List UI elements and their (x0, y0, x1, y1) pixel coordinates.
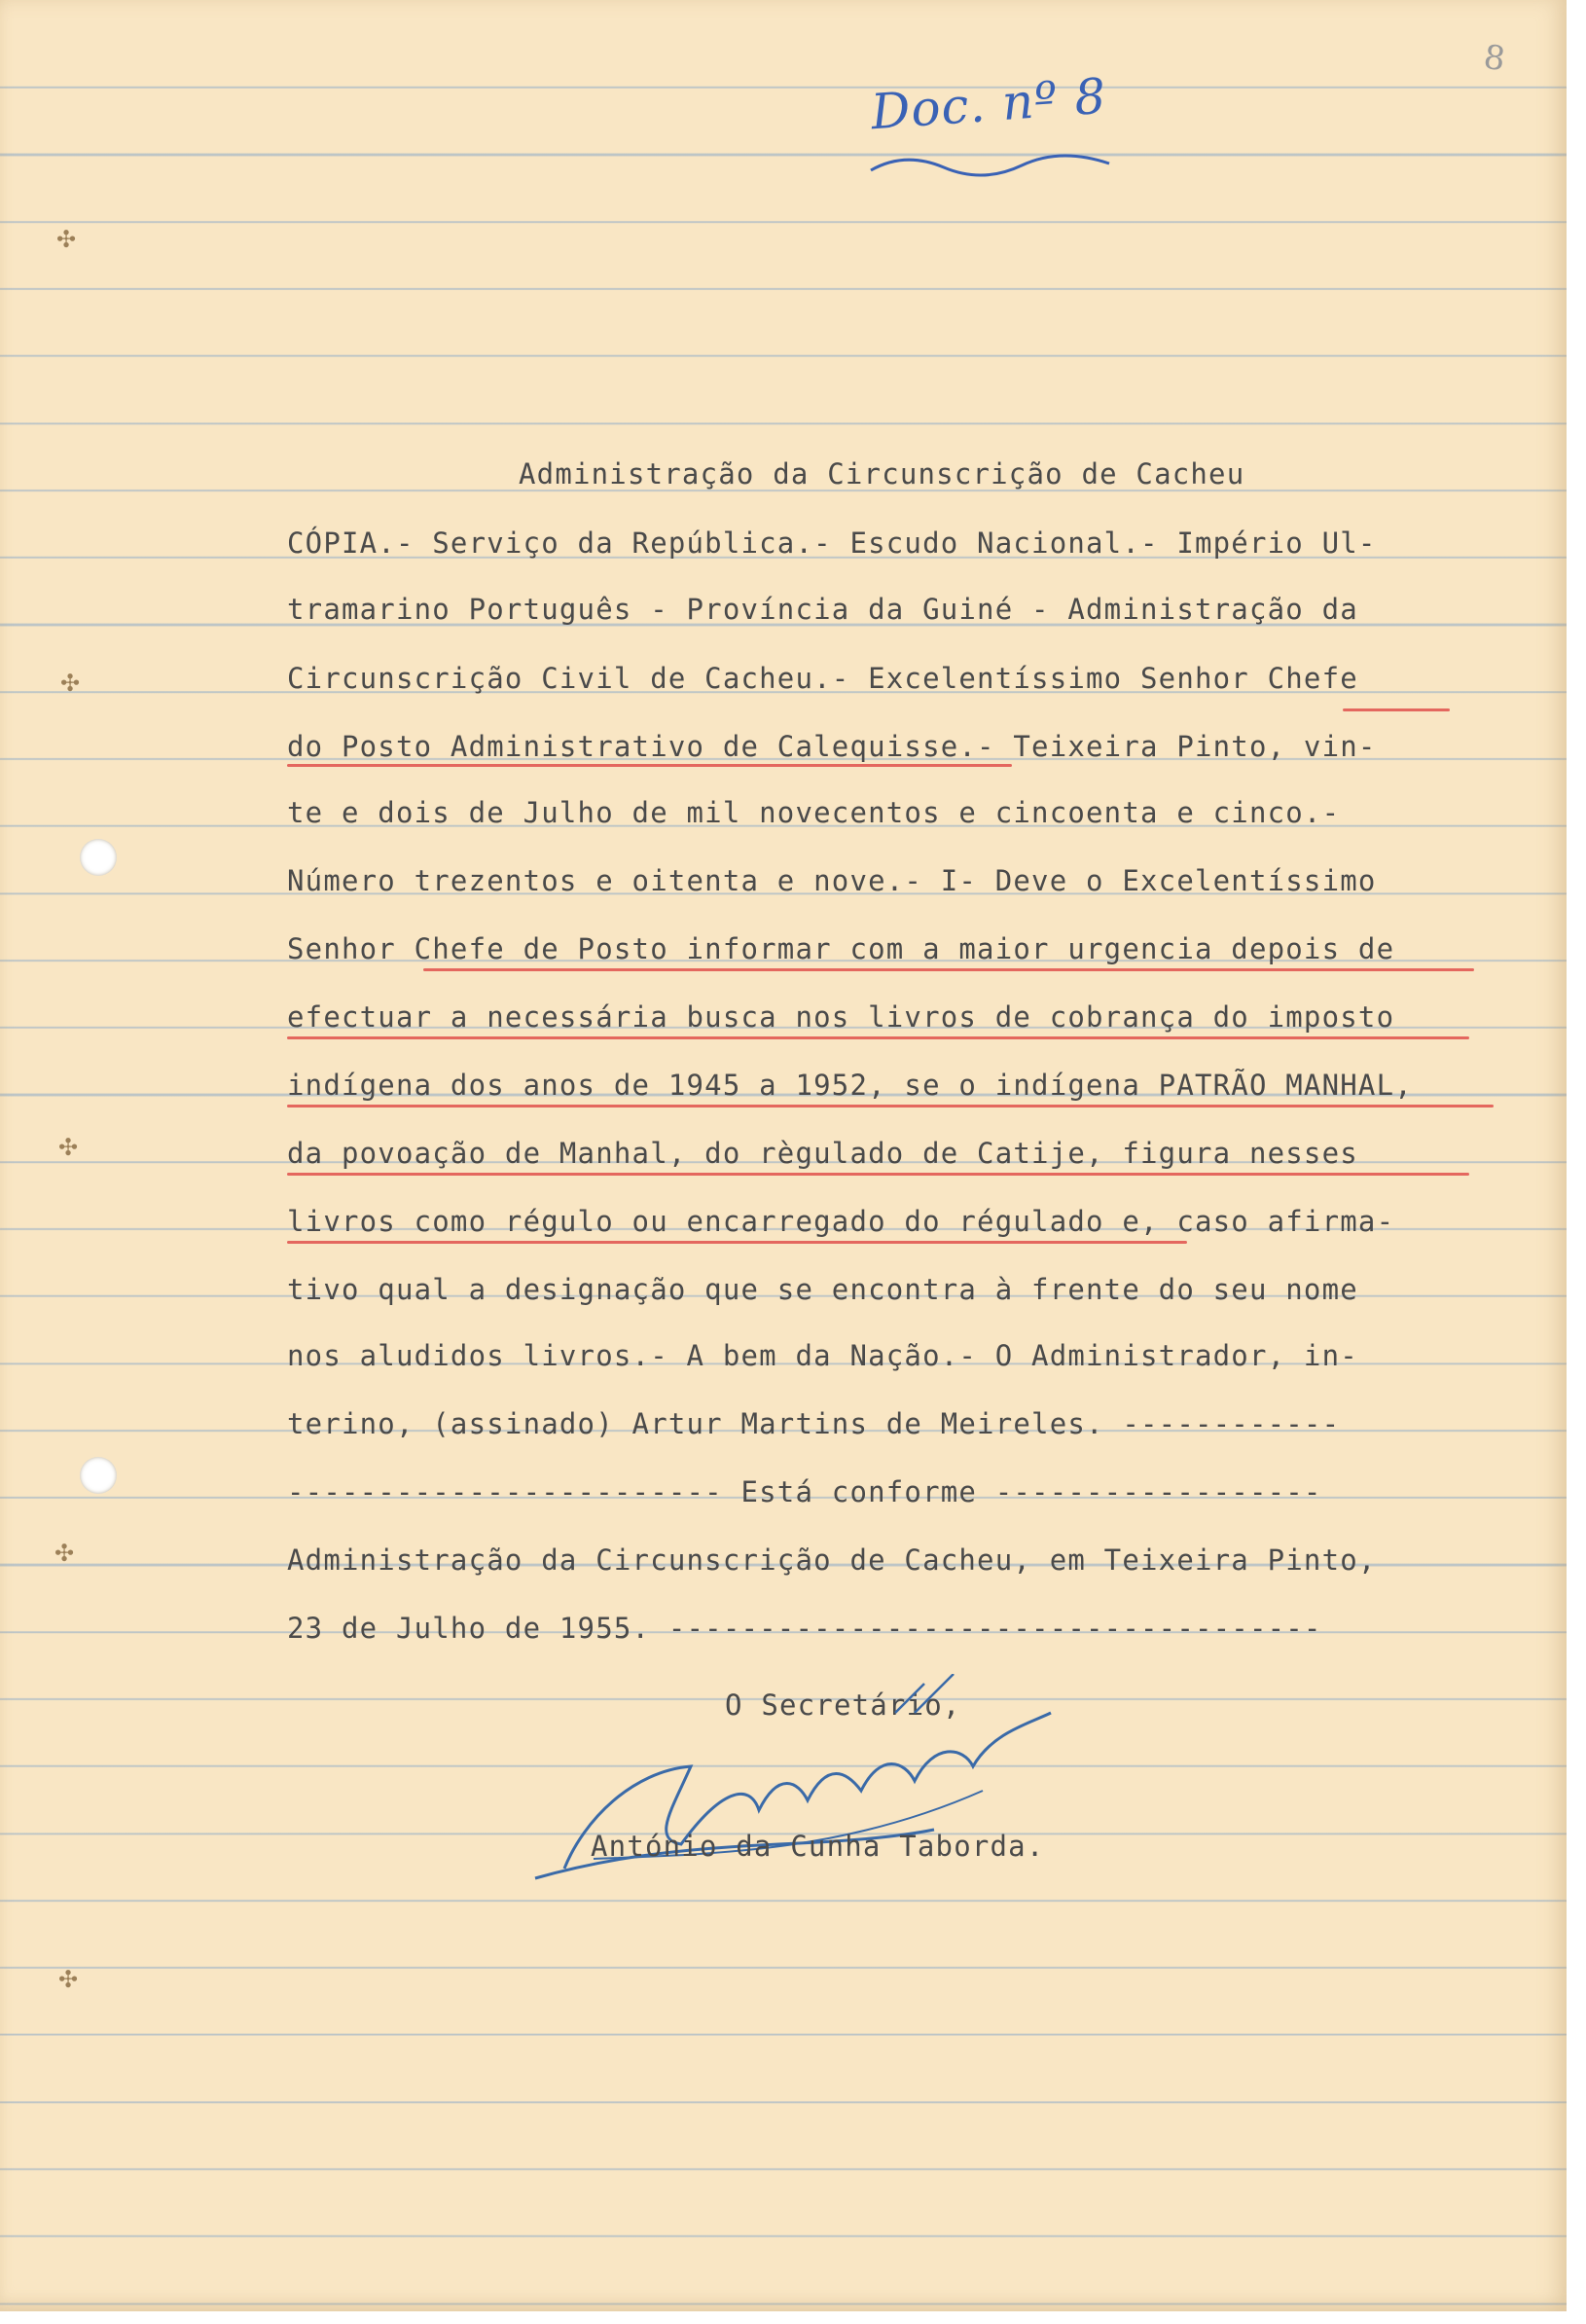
letter-line: efectuar a necessária busca nos livros de cobrança do imposto (287, 1000, 1395, 1034)
secretary-title: O Secretário, (725, 1689, 961, 1722)
staple-mark: ✣ (56, 226, 77, 253)
secretary-name: António da Cunha Taborda. (591, 1830, 1045, 1863)
staple-mark: ✣ (54, 1540, 75, 1567)
corner-page-mark: 8 (1481, 37, 1508, 80)
binder-hole-bottom (80, 1457, 117, 1494)
binder-hole-top (80, 839, 117, 876)
letter-line: ------------------------ Está conforme ------------------ (287, 1475, 1322, 1508)
red-underline (287, 764, 1012, 767)
letter-line: do Posto Administrativo de Calequisse.- Teixeira Pinto, vin- (287, 730, 1377, 763)
letter-line: CÓPIA.- Serviço da República.- Escudo Nacional.- Império Ul- (287, 527, 1377, 560)
red-underline (287, 1173, 1469, 1176)
staple-mark: ✣ (58, 1134, 79, 1161)
letter-line: tivo qual a designação que se encontra à frente do seu nome (287, 1273, 1358, 1306)
letter-line: indígena dos anos de 1945 a 1952, se o indígena PATRÃO MANHAL, (287, 1069, 1413, 1102)
letter-line: terino, (assinado) Artur Martins de Meireles. ------------ (287, 1407, 1341, 1440)
letter-heading: Administração da Circunscrição de Cacheu (519, 457, 1245, 490)
letter-line: livros como régulo ou encarregado do régulado e, caso afirma- (287, 1205, 1395, 1238)
red-underline (287, 1105, 1494, 1108)
letter-line: Senhor Chefe de Posto informar com a maior urgencia depois de (287, 932, 1395, 965)
letter-line: Administração da Circunscrição de Cacheu, em Teixeira Pinto, (287, 1543, 1377, 1577)
handwritten-doc-number: Doc. nº 8 (869, 67, 1109, 141)
red-underline (423, 968, 1474, 971)
letter-line: nos aludidos livros.- A bem da Nação.- O Administrador, in- (287, 1339, 1358, 1372)
letter-line: da povoação de Manhal, do règulado de Catije, figura nesses (287, 1137, 1358, 1170)
red-underline (287, 1036, 1469, 1039)
letter-line: Número trezentos e oitenta e nove.- I- Deve o Excelentíssimo (287, 864, 1377, 897)
doc-number-underline (866, 146, 1119, 185)
letter-line: 23 de Julho de 1955. ------------------------------------ (287, 1612, 1322, 1645)
letter-line: Circunscrição Civil de Cacheu.- Excelentíssimo Senhor Chefe (287, 662, 1358, 695)
red-underline (287, 1241, 1187, 1244)
red-underline (1343, 708, 1450, 711)
letter-line: tramarino Português - Província da Guiné - Administração da (287, 593, 1358, 626)
letter-line: te e dois de Julho de mil novecentos e cincoenta e cinco.- (287, 796, 1341, 829)
staple-mark: ✣ (58, 1966, 79, 1993)
staple-mark: ✣ (60, 670, 81, 697)
secretary-signature (525, 1674, 1070, 1898)
